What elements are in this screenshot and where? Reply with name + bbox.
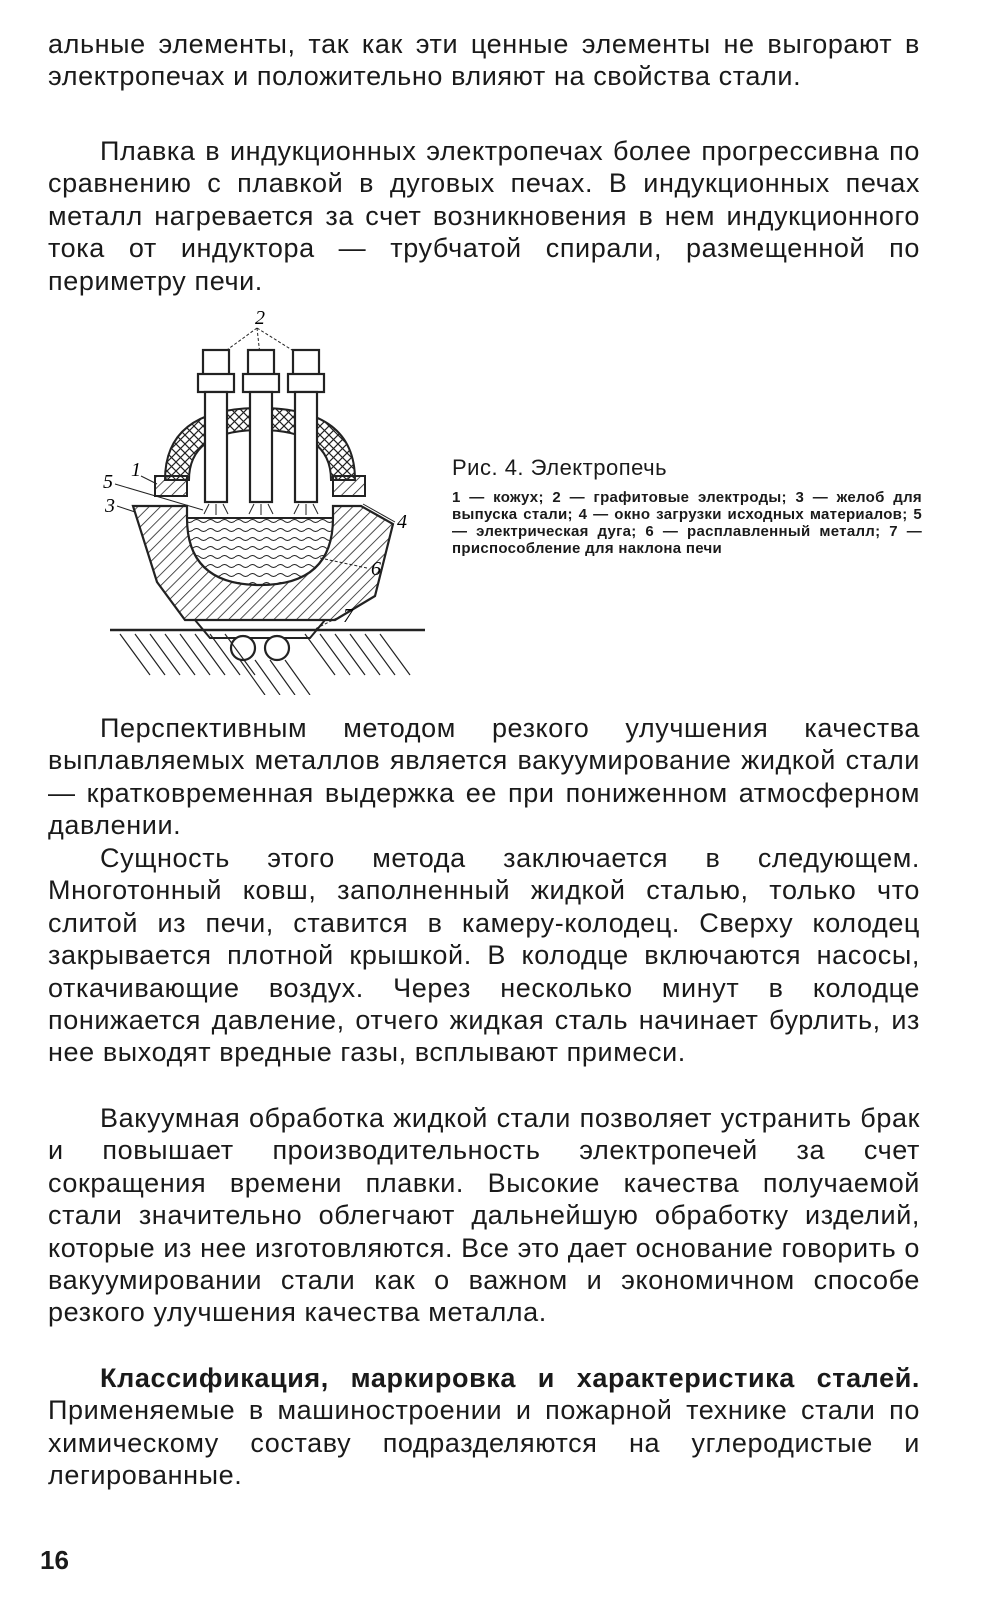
paragraph-2: Плавка в индукционных электропечах более прогрессивна по сравнению с плавкой в дуговых печах. В индукционных печах металл нагревается за счет возникновения в нем индукционного тока от индуктора — трубчатой спирали, размещенной по периметру печи.	[48, 136, 920, 296]
page-number: 16	[40, 1545, 69, 1575]
figure-label-4: 4	[397, 511, 407, 533]
figure-label-1: 1	[131, 459, 141, 481]
figure-label-2: 2	[255, 307, 265, 329]
section-heading: Классификация, маркировка и характеристика сталей.	[100, 1363, 920, 1393]
paragraph-5: Вакуумная обработка жидкой стали позволяет устранить брак и повышает производительность электропечей за счет сокращения времени плавки. Высокие качества получаемой стали значительно облегчают дальнейшую обработку изделий, которые из нее изготовляются. Все это дает основание говорить о вакуумировании стали как о важном и экономичном способе резкого улучшения качества металла.	[48, 1103, 920, 1328]
figure-label-5: 5	[103, 471, 113, 493]
paragraph-4: Сущность этого метода заключается в следующем. Многотонный ковш, заполненный жидкой сталью, только что слитой из печи, ставится в камеру-колодец. Сверху колодец закрывается плотной крышкой. В колодце включаются насосы, откачивающие воздух. Через несколько минут в колодце понижается давление, отчего жидкая сталь начинает бурлить, из нее выходят вредные газы, всплывают примеси.	[48, 843, 920, 1068]
section-text: Применяемые в машиностроении и пожарной технике стали по химическому составу подразделяются на углеродистые и легированные.	[48, 1395, 920, 1491]
figure-legend: 1 — кожух; 2 — графитовые электроды; 3 — желоб для выпуска стали; 4 — окно загрузки исходных материалов; 5 — электрическая дуга; 6 — расплавленный металл; 7 — приспособление для наклона печи	[452, 489, 922, 557]
figure-title: Рис. 4. Электропечь	[452, 455, 668, 480]
paragraph-1: альные элементы, так как эти ценные элементы не выгорают в электропечах и положительно влияют на свойства стали.	[48, 29, 920, 92]
figure-label-7: 7	[343, 605, 353, 627]
figure-caption	[452, 455, 922, 557]
figure-label-3: 3	[105, 495, 115, 517]
paragraph-3: Перспективным методом резкого улучшения качества выплавляемых металлов является вакуумирование жидкой стали — кратковременная выдержка ее при пониженном атмосферном давлении.	[48, 713, 920, 841]
figure-label-6: 6	[371, 558, 381, 580]
electric-furnace-figure	[95, 300, 445, 695]
section-paragraph	[48, 1362, 920, 1492]
